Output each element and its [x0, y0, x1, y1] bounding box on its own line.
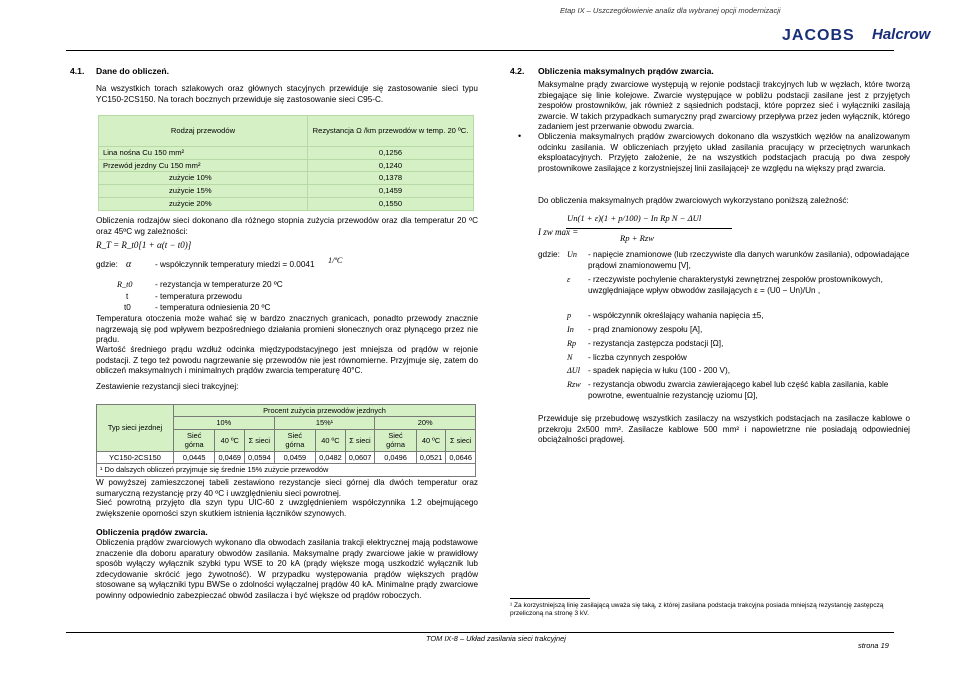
footer-volume: TOM IX-8 – Układ zasilania sieci trakcyjnej: [426, 634, 566, 643]
paragraph: Na wszystkich torach szlakowych oraz głównych stacyjnych przewiduje się zastosowanie sieci typu YC150-2CS150. Na torach bocznych przewiduje się zastosowanie sieci C95-C.: [96, 84, 478, 104]
table-cell: 0,0496: [375, 451, 416, 463]
table-cell: Przewód jezdny Cu 150 mm²: [99, 159, 308, 172]
resistance-table: [98, 115, 474, 211]
section-4-2-title: Obliczenia maksymalnych prądów zwarcia.: [538, 66, 714, 76]
def-description: - rezystancja obwodu zwarcia zawierającego kabel lub część kabla zasilania, kable powrotne, ewentualnie rezystancję uziomu [Ω],: [588, 380, 889, 400]
section-4-1-number: 4.1.: [70, 66, 85, 76]
table-header: 10%: [174, 417, 275, 429]
table-header: Rodzaj przewodów: [99, 116, 308, 147]
table-cell: 0,0607: [345, 451, 375, 463]
table-cell: zużycie 10%: [99, 172, 308, 185]
table-header: 20%: [375, 417, 476, 429]
def-symbol: In: [567, 325, 574, 334]
where-label: gdzie:: [538, 250, 560, 259]
table-header: Sieć górna: [174, 429, 215, 451]
halcrow-logo: Halcrow: [872, 26, 931, 43]
paragraph: W powyższej zamieszczonej tabeli zestawiono rezystancje sieci górnej dla dwóch temperatur oraz sumaryczną rezystancję przy 40 ºC i uwzględnieniu sieci powrotnej.: [96, 478, 478, 498]
reference-temperature-description: - temperatura odniesienia 20 ºC: [155, 303, 271, 312]
alpha-symbol: α: [126, 259, 132, 270]
paragraph: Obliczenia maksymalnych prądów zwarciowych dokonano dla wszystkich węzłów na analizowanym odcinku zasilania. W obliczeniach przyjęto układ zasilania pracujący w przeciętnych warunkach eksploatacyjnych. Przyjęto założenie, że na wszystkich podstacjach pracują po dwa zespoły prostownikowe zasilające z korzystniejszej linii zasilającej¹ ze względu na większy prąd zwarcia.: [538, 132, 910, 173]
footer-divider: [66, 632, 894, 633]
paragraph: Temperatura otoczenia może wahać się w bardzo znacznych granicach, ponadto przewody znacznie nagrzewają się pod wpływem bezpośredniego działania promieni słonecznych oraz płynącego przez nie prądu.: [96, 314, 478, 344]
fraction-bar: [566, 228, 732, 229]
table-header: 40 ºC: [316, 429, 346, 451]
paragraph: Zestawienie rezystancji sieci trakcyjnej:: [96, 382, 239, 391]
paragraph: Obliczenia prądów zwarciowych wykonano dla obwodach zasilania trakcji elektrycznej mają podstawowe znaczenie dla doboru aparatury obwodów zasilania. Maksymalne prądy zwarciowe jakie w prawidłowy sposób wyłączy wyłącznik szybki typu WSE to 20 kA (prądy większe mogą uszkodzić wyłącznik lub zdecydowanie skrócić jego żywotność). W przypadku występowania prądów większych prądów stosowane są wyłączniki typu BWSe o zdolności wyłączalnej prądów 40 kA. Minimalne prądy zwarciowe powinny odpowiednio zabezpieczać obwód zasilacza i być większe od prądów roboczych.: [96, 538, 478, 600]
paragraph: Maksymalne prądy zwarciowe występują w rejonie podstacji trakcyjnych lub w węzłach, które tworzą zbiegające się linie kolejowe. Zwarcie występujące w pobliżu podstacji zasilane jest z przyjętych zespołów prostowników, jak również z sąsiednich podstacji, które poprzez sieć i wyłączniki zasilają zwarcie. W takich przypadkach sumaryczny prąd zwarciowy przepływa przez jeden wyłącznik, którego zadaniem jest przerwanie obwodu zwarcia.: [538, 80, 910, 131]
paragraph: Przewiduje się przebudowę wszystkich zasilaczy na wszystkich podstacjach na zasilacze kablowe o przekroju 2x500 mm². Zasilacze kablowe 500 mm² i napowietrzne nie posiadają odpowiedniej obciążalności prądowej.: [538, 414, 910, 444]
def-symbol: N: [567, 353, 573, 362]
section-4-2-number: 4.2.: [510, 66, 525, 76]
def-symbol: p: [567, 311, 572, 320]
table-cell: 0,0646: [446, 451, 476, 463]
def-description: - spadek napięcia w łuku (100 - 200 V),: [588, 366, 730, 375]
table-header: 40 ºC: [416, 429, 446, 451]
resistance-summary-table: [96, 404, 476, 477]
footnote: ¹ Za korzystniejszą linię zasilającą uważa się taką, z której zasilana podstacja trakcyjna posiada mniejszą rezystancję zastępczą przeliczoną na stronę 3 kV.: [510, 602, 884, 618]
paragraph: Obliczenia rodzajów sieci dokonano dla różnego stopnia zużycia przewodów oraz dla temperatur 20 ºC oraz 45ºC wg zależności:: [96, 216, 478, 236]
table-header: Typ sieci jezdnej: [97, 405, 174, 452]
def-symbol: Rzw: [567, 380, 581, 389]
resistance-description: - rezystancja w temperaturze 20 ºC: [155, 280, 283, 289]
table-cell: zużycie 15%: [99, 185, 308, 198]
alpha-description: - współczynnik temperatury miedzi = 0.0041: [155, 260, 315, 269]
def-description: - prąd znamionowy zespołu [A],: [588, 325, 703, 334]
table-cell: 0,0459: [274, 451, 315, 463]
table-cell: 0,1378: [308, 172, 474, 185]
table-cell: Lina nośna Cu 150 mm²: [99, 147, 308, 160]
temperature-description: - temperatura przewodu: [155, 292, 242, 301]
table-cell: 0,0594: [245, 451, 275, 463]
def-description: - liczba czynnych zespołów: [588, 353, 687, 362]
where-label: gdzie:: [96, 260, 118, 269]
def-symbol: Rp: [567, 339, 577, 348]
def-symbol: Un: [567, 250, 578, 259]
paragraph: Wartość średniego prądu wzdłuż odcinka międzypodstacyjnego jest mniejsza od prądów w rejonie podstacji. Z tego też powodu nagrzewanie się przewodów nie jest równomierne. Przyjmuje się, zatem do obliczeń maksymalnych i minimalnych prądów zwarcia temperaturę 40°C.: [96, 345, 478, 375]
jacobs-logo: JACOBS: [782, 27, 855, 44]
table-cell: 0,1240: [308, 159, 474, 172]
table-cell: YC150-2CS150: [97, 451, 174, 463]
def-symbol: ε: [567, 275, 571, 284]
table-header: Σ sieci: [245, 429, 275, 451]
footnote-divider: [510, 598, 590, 599]
table-cell: 0,0469: [215, 451, 245, 463]
table-cell: 0,1550: [308, 197, 474, 210]
def-description: - rezystancja zastępcza podstacji [Ω],: [588, 339, 724, 348]
def-description: - rzeczywiste pochylenie charakterystyki zewnętrznej zespołów prostownikowych, uwzględniające wpływ obwodów zasilających ε = (U0 − Un)/Un ,: [588, 275, 883, 295]
section-4-1-title: Dane do obliczeń.: [96, 66, 170, 76]
formula-lhs: I zw max =: [538, 227, 579, 237]
paragraph: Sieć powrotną przyjęto dla szyn typu UIC-60 z uwzględnieniem współczynnika 1.2 obejmującego zwiększenie oporności szyn skutkiem istnienia łączników szynowych.: [96, 498, 478, 518]
header-divider: [66, 50, 894, 51]
alpha-unit: 1/ºC: [328, 256, 343, 265]
reference-temperature-symbol: t0: [124, 303, 131, 312]
section-title: Obliczenia prądów zwarcia.: [96, 527, 208, 537]
table-cell: 0,1459: [308, 185, 474, 198]
table-cell: zużycie 20%: [99, 197, 308, 210]
table-header: 40 ºC: [215, 429, 245, 451]
table-cell: 0,0445: [174, 451, 215, 463]
table-cell: 0,0482: [316, 451, 346, 463]
page-number: strona 19: [858, 641, 889, 650]
table-footnote: ¹ Do dalszych obliczeń przyjmuje się średnie 15% zużycie przewodów: [97, 464, 476, 476]
table-header: Procent zużycia przewodów jezdnych: [174, 405, 476, 417]
formula-denominator: Rp + Rzw: [620, 233, 654, 243]
table-header: Rezystancja Ω /km przewodów w temp. 20 ºC.: [308, 116, 474, 147]
temperature-formula: R_T = R_t0[1 + α(t − t0)]: [96, 240, 192, 250]
table-header: Sieć górna: [274, 429, 315, 451]
table-header: Sieć górna: [375, 429, 416, 451]
bullet-icon: •: [518, 131, 522, 141]
table-header: 15%¹: [274, 417, 375, 429]
def-symbol: ΔUl: [567, 366, 580, 375]
table-cell: 0,1256: [308, 147, 474, 160]
def-description: - napięcie znamionowe (lub rzeczywiste dla danych warunków zasilania), odpowiadające prądowi znamionowemu [V],: [588, 250, 910, 270]
document-header-title: Etap IX – Uszczegółowienie analiz dla wybranej opcji modernizacji: [560, 6, 781, 15]
table-row: [97, 451, 476, 463]
formula-numerator: Un(1 + ε)(1 + p/100) − In Rp N − ΔUl: [567, 213, 702, 223]
table-header: Σ sieci: [446, 429, 476, 451]
paragraph: Do obliczenia maksymalnych prądów zwarciowych wykorzystano poniższą zależność:: [538, 196, 849, 205]
resistance-symbol: R_t0: [117, 280, 133, 289]
def-description: - współczynnik określający wahania napięcia ±5,: [588, 311, 764, 320]
table-header: Σ sieci: [345, 429, 375, 451]
temperature-symbol: t: [126, 292, 129, 301]
table-cell: 0,0521: [416, 451, 446, 463]
